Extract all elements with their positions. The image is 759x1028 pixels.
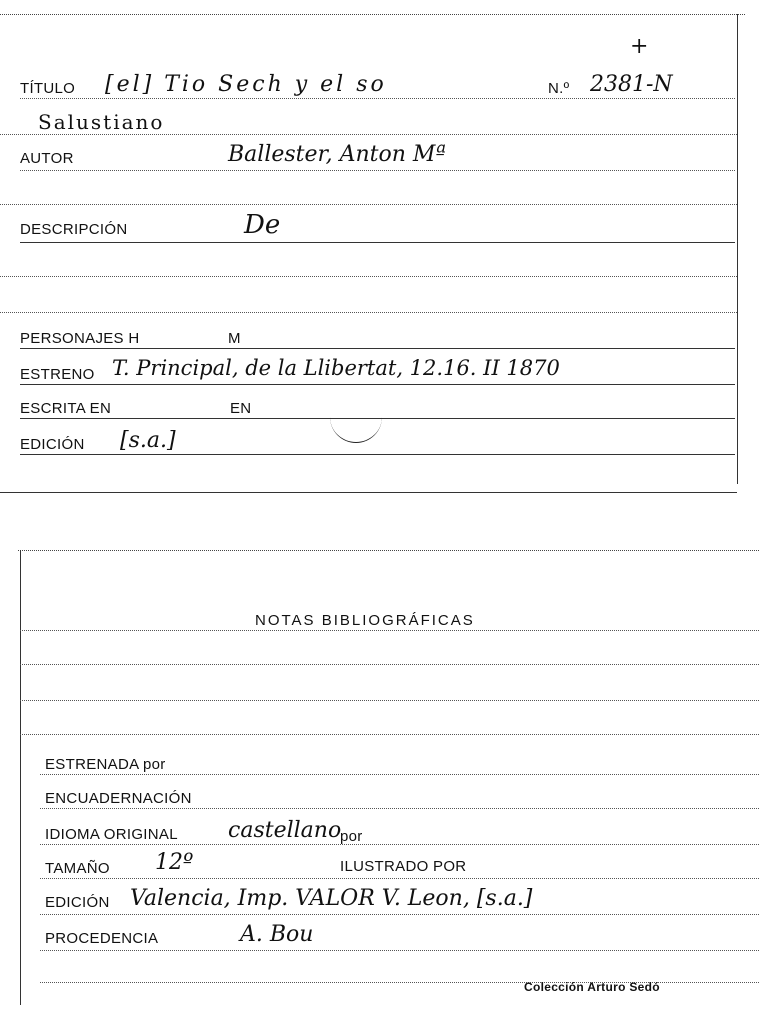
edicion-value-2: Valencia, Imp. VALOR V. Leon, [s.a.] bbox=[130, 886, 533, 911]
notas-header: NOTAS BIBLIOGRÁFICAS bbox=[255, 612, 475, 629]
card-left-border bbox=[20, 550, 21, 1005]
punch-hole-mark bbox=[330, 408, 382, 443]
titulo-line-2 bbox=[0, 134, 737, 135]
escrita-label: ESCRITA EN bbox=[20, 400, 112, 417]
titulo-line bbox=[20, 98, 735, 99]
tamano-line bbox=[40, 878, 759, 879]
tamano-value: 12º bbox=[155, 850, 194, 875]
descripcion-value: De bbox=[244, 210, 281, 240]
idioma-por-label: por bbox=[340, 828, 363, 845]
encuadernacion-line bbox=[40, 808, 759, 809]
autor-label: AUTOR bbox=[20, 150, 74, 167]
numero-label: N.º bbox=[548, 80, 570, 97]
procedencia-label: PROCEDENCIA bbox=[45, 930, 159, 947]
procedencia-line bbox=[40, 950, 759, 951]
idioma-value: castellano bbox=[228, 818, 342, 843]
card-top-border bbox=[0, 14, 745, 15]
notas-line bbox=[20, 630, 759, 631]
estreno-label: ESTRENO bbox=[20, 366, 95, 383]
card-right-border bbox=[737, 14, 738, 484]
titulo-value: [el] Tio Sech y el so bbox=[105, 72, 387, 97]
titulo-value-line2: Salustiano bbox=[38, 110, 165, 134]
idioma-line bbox=[40, 844, 759, 845]
escrita-en-label: EN bbox=[230, 400, 252, 417]
catalog-card-front bbox=[0, 0, 759, 495]
blank-line-3 bbox=[0, 312, 737, 313]
estrenada-label: ESTRENADA por bbox=[45, 756, 166, 773]
personajes-label: PERSONAJES H bbox=[20, 330, 140, 347]
personajes-line bbox=[20, 348, 735, 349]
blank-line-a bbox=[20, 664, 759, 665]
ilustrado-label: ILUSTRADO POR bbox=[340, 858, 467, 875]
autor-value: Ballester, Anton Mª bbox=[228, 142, 446, 167]
descripcion-line bbox=[20, 242, 735, 243]
collection-footer: Colección Arturo Sedó bbox=[524, 980, 660, 994]
edicion-label-2: EDICIÓN bbox=[45, 894, 110, 911]
idioma-label: IDIOMA ORIGINAL bbox=[45, 826, 178, 843]
descripcion-label: DESCRIPCIÓN bbox=[20, 221, 128, 238]
edicion-line-2 bbox=[40, 914, 759, 915]
procedencia-value: A. Bou bbox=[240, 922, 314, 947]
card-top-border bbox=[18, 550, 759, 551]
tamano-label: TAMAÑO bbox=[45, 860, 110, 877]
plus-mark: + bbox=[630, 34, 649, 59]
card-bottom-border bbox=[0, 492, 737, 493]
estreno-line bbox=[20, 384, 735, 385]
blank-line-b bbox=[20, 700, 759, 701]
edicion-line bbox=[20, 454, 735, 455]
autor-line bbox=[20, 170, 735, 171]
edicion-value: [s.a.] bbox=[120, 428, 176, 453]
encuadernacion-label: ENCUADERNACIÓN bbox=[45, 790, 192, 807]
titulo-label: TÍTULO bbox=[20, 80, 76, 97]
numero-value: 2381-N bbox=[590, 72, 673, 97]
blank-line-2 bbox=[0, 276, 737, 277]
blank-line-1 bbox=[0, 204, 737, 205]
catalog-card-back bbox=[0, 530, 759, 1028]
personajes-m-label: M bbox=[228, 330, 241, 347]
estrenada-line bbox=[40, 774, 759, 775]
blank-line-c bbox=[20, 734, 759, 735]
edicion-label: EDICIÓN bbox=[20, 436, 85, 453]
estreno-value: T. Principal, de la Llibertat, 12.16. II 1870 bbox=[112, 356, 560, 380]
